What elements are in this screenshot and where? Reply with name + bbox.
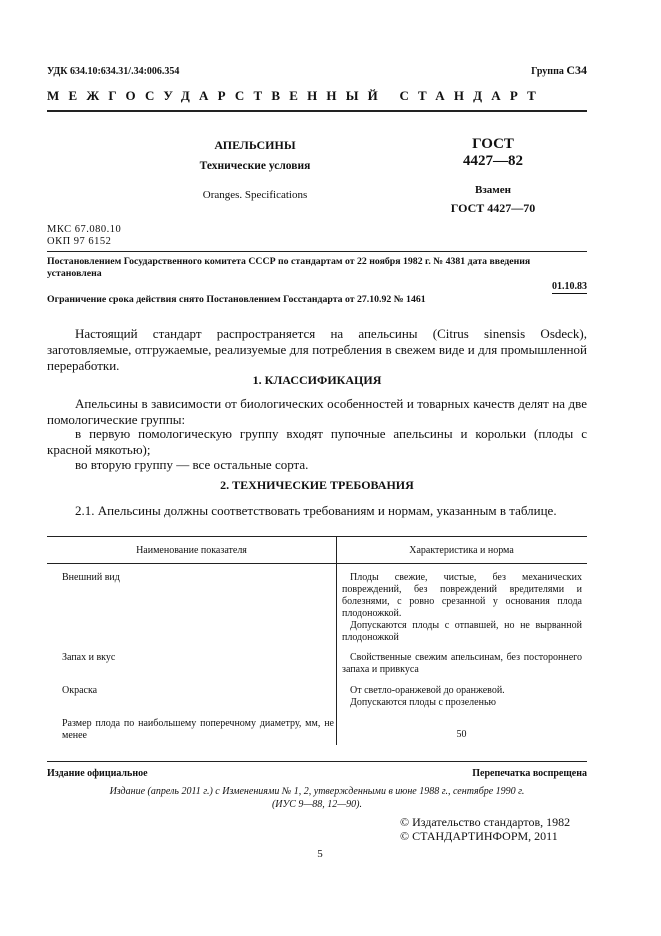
group-label-wrap bbox=[531, 63, 587, 78]
table-header-col1: Наименование показателя bbox=[136, 545, 247, 556]
okp-code: ОКП 97 6152 bbox=[47, 236, 112, 247]
edition-note: Издание (апрель 2011 г.) с Изменениями № 1, 2, утвержденными в июне 1988 г., сентябре 1990 г. bbox=[109, 786, 525, 797]
reprint-prohibited-label: Перепечатка воспрещена bbox=[472, 768, 587, 779]
table-row-1-name: Внешний вид bbox=[62, 572, 120, 583]
table-header-col2: Характеристика и норма bbox=[409, 545, 514, 556]
table-row-1-value2: Допускаются плоды с отпавшей, но не вырванной плодоножкой bbox=[342, 620, 582, 643]
codes-rule bbox=[47, 251, 587, 252]
table-row-2-value: Свойственные свежим апельсинам, без постороннего запаха и привкуса bbox=[342, 652, 582, 675]
copyright-1982: © Издательство стандартов, 1982 bbox=[400, 815, 571, 829]
header-rule bbox=[47, 110, 587, 112]
official-edition-label: Издание официальное bbox=[47, 768, 148, 779]
table-column-divider bbox=[336, 536, 337, 745]
doc-title-en: Oranges. Specifications bbox=[202, 189, 308, 201]
footer-rule bbox=[47, 761, 587, 762]
section-1-heading: 1. КЛАССИФИКАЦИЯ bbox=[252, 373, 382, 387]
standard-banner: МЕЖГОСУДАРСТВЕННЫЙ СТАНДАРТ bbox=[47, 88, 546, 103]
table-row-4-value: 50 bbox=[456, 729, 467, 740]
table-row-2-name: Запах и вкус bbox=[62, 652, 116, 663]
gost-label: ГОСТ bbox=[472, 136, 514, 152]
doc-title: АПЕЛЬСИНЫ bbox=[214, 138, 296, 152]
section-1-p3: во вторую группу — все остальные сорта. bbox=[75, 457, 309, 472]
replaces-number: ГОСТ 4427—70 bbox=[450, 201, 536, 215]
page-number: 5 bbox=[317, 848, 323, 860]
ius-note: (ИУС 9—88, 12—90). bbox=[271, 799, 363, 810]
intro-paragraph: Настоящий стандарт распространяется на апельсины (Citrus sinensis Osdeck), заготовляемые, отгружаемые, реализуемые для потребления в свежем виде и для промышленной переработки. bbox=[47, 326, 587, 373]
table-row-4-name: Размер плода по наибольшему поперечному диаметру, мм, не менее bbox=[62, 718, 334, 741]
gost-number: 4427—82 bbox=[463, 153, 523, 169]
section-2-p1: 2.1. Апельсины должны соответствовать требованиям и нормам, указанным в таблице. bbox=[75, 503, 557, 518]
table-top-rule bbox=[47, 536, 587, 537]
doc-subtitle: Технические условия bbox=[199, 160, 311, 172]
decree-text: Постановлением Государственного комитета СССР по стандартам от 22 ноября 1982 г. № 4381 дата введения установлена bbox=[47, 256, 531, 279]
table-header-rule bbox=[47, 563, 587, 564]
limitation-text: Ограничение срока действия снято Постановлением Госстандарта от 27.10.92 № 1461 bbox=[47, 294, 426, 305]
decree-date: 01.10.83 bbox=[552, 281, 587, 292]
table-row-3-value: От светло-оранжевой до оранжевой. bbox=[350, 685, 505, 696]
section-1-p2: в первую помологическую группу входят пупочные апельсины и корольки (плоды с красной мякотью); bbox=[47, 426, 587, 457]
section-2-heading: 2. ТЕХНИЧЕСКИЕ ТРЕБОВАНИЯ bbox=[220, 478, 414, 492]
table-row-1-value: Плоды свежие, чистые, без механических повреждений, без повреждений вредителями и болезнями, с ровно срезанной у основания плода плодоножкой. bbox=[342, 572, 582, 619]
table-row-3-name: Окраска bbox=[62, 685, 98, 696]
udk-code: УДК 634.10:634.31/.34:006.354 bbox=[47, 66, 180, 77]
group-code: С34 bbox=[566, 63, 587, 77]
section-1-p1: Апельсины в зависимости от биологических особенностей и товарных качеств делят на две помологические группы: bbox=[47, 396, 587, 427]
group-label: Группа bbox=[531, 66, 564, 77]
table-row-3-value2: Допускаются плоды с прозеленью bbox=[350, 697, 496, 708]
copyright-2011: © СТАНДАРТИНФОРМ, 2011 bbox=[400, 829, 558, 843]
replaces-label: Взамен bbox=[475, 184, 511, 196]
mks-code: МКС 67.080.10 bbox=[47, 224, 122, 235]
